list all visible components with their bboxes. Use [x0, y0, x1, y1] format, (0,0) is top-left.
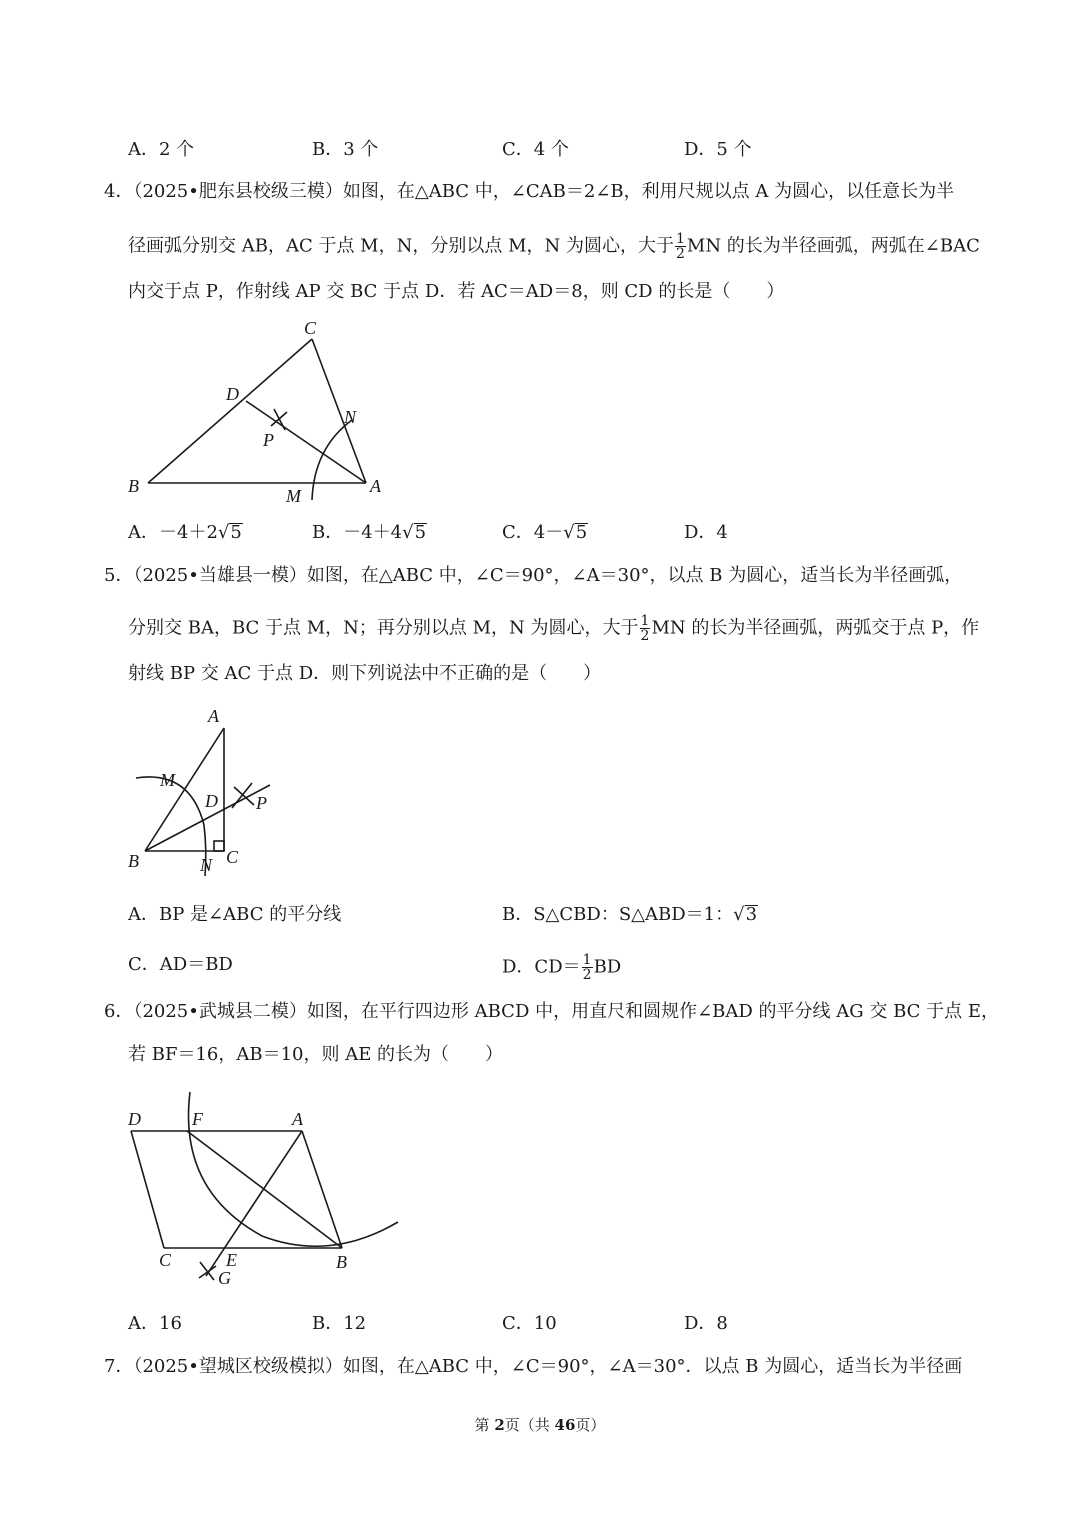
q5-option-d-text: D．CD＝ — [502, 956, 581, 978]
q4-option-b-radicand: 5 — [414, 522, 427, 543]
q6-text-1: 如图，在平行四边形 ABCD 中，用直尺和圆规作∠BAD 的平分线 AG 交 BC 于点 E， — [306, 1001, 1000, 1022]
q4-label-d: D — [226, 384, 239, 404]
q6-option-d: D．8 — [684, 1313, 728, 1334]
q5-text-2b: MN 的长为半径画弧，两弧交于点 P，作 — [651, 617, 980, 639]
q5-option-c: C．AD＝BD — [128, 954, 233, 975]
q6-mark-g1 — [200, 1262, 214, 1280]
q4-option-b: B．－4＋4√5 — [312, 522, 427, 543]
q5-label-a: A — [208, 706, 219, 726]
q5-line-3: 射线 BP 交 AC 于点 D．则下列说法中不正确的是（ ） — [128, 663, 602, 684]
q5-option-a: A．BP 是∠ABC 的平分线 — [128, 904, 342, 925]
q5-label-m: M — [160, 770, 175, 790]
page-total: 46 — [554, 1416, 576, 1434]
q5-text-2a: 分别交 BA，BC 于点 M，N；再分别以点 M，N 为圆心，大于 — [128, 617, 639, 639]
q5-option-b-radicand: 3 — [745, 904, 758, 925]
q5-label-p: P — [256, 793, 267, 813]
q5-label-c: C — [226, 847, 239, 867]
q6-label-c: C — [159, 1250, 172, 1270]
page-number: 2 — [494, 1416, 505, 1434]
q4-option-d: D．4 — [684, 522, 728, 543]
q5-frac-den: 2 — [640, 628, 650, 644]
q4-number: 4． — [104, 181, 134, 202]
q4-label-b: B — [128, 476, 139, 496]
q7-source: （2025•望城区校级模拟） — [133, 1356, 343, 1377]
q6-label-a: A — [292, 1109, 303, 1129]
q6-line-2: 若 BF＝16，AB＝10，则 AE 的长为（ ） — [128, 1044, 504, 1065]
q4-option-b-text: B．－4＋4 — [312, 522, 403, 543]
q4-option-a-text: A．－4＋2 — [128, 522, 218, 543]
q3-option-a: A．2 个 — [128, 139, 195, 160]
q6-label-f: F — [192, 1109, 203, 1129]
q6-label-e: E — [226, 1250, 237, 1270]
q7-text-1: 如图，在△ABC 中，∠C＝90°，∠A＝30°．以点 B 为圆心，适当长为半径画 — [342, 1356, 963, 1377]
q5-frac-num: 1 — [640, 613, 650, 629]
q5-option-d-num: 1 — [582, 952, 592, 968]
q7-number: 7． — [104, 1356, 134, 1377]
q4-frac-den: 2 — [675, 246, 685, 262]
q4-option-c-text: C．4－ — [502, 522, 564, 543]
q6-label-d: D — [128, 1109, 141, 1129]
q4-option-a-radicand: 5 — [230, 522, 242, 543]
q4-text-1: 如图，在△ABC 中，∠CAB＝2∠B，利用尺规以点 A 为圆心，以任意长为半 — [342, 181, 955, 202]
q5-option-b-text: B．S△CBD：S△ABD＝1： — [502, 904, 734, 925]
q6-mark-g2 — [199, 1266, 216, 1278]
q6-source: （2025•武城县二模） — [133, 1001, 307, 1022]
q3-option-b: B．3 个 — [312, 139, 379, 160]
q4-label-n: N — [344, 407, 357, 427]
q4-label-p: P — [263, 430, 274, 450]
q3-option-c: C．4 个 — [502, 139, 569, 160]
q6-option-c: C．10 — [502, 1313, 557, 1334]
q4-line-3: 内交于点 P，作射线 AP 交 BC 于点 D．若 AC＝AD＝8，则 CD 的长是（ ） — [128, 281, 785, 302]
page-footer — [0, 1414, 1080, 1435]
q4-label-c: C — [304, 318, 317, 338]
q5-label-b: B — [128, 851, 139, 871]
q5-text-1: 如图，在△ABC 中，∠C＝90°，∠A＝30°，以点 B 为圆心，适当长为半径画弧， — [306, 565, 963, 586]
q5-option-d-post: BD — [593, 956, 622, 978]
q6-segment-bf — [187, 1131, 342, 1248]
q6-option-a: A．16 — [128, 1313, 182, 1334]
q6-side-ab — [302, 1131, 342, 1248]
q6-number: 6． — [104, 1001, 134, 1022]
q4-text-2a: 径画弧分别交 AB，AC 于点 M，N，分别以点 M，N 为圆心，大于 — [128, 235, 674, 257]
q4-source: （2025•肥东县校级三模） — [133, 181, 343, 202]
q6-label-g: G — [218, 1268, 231, 1288]
q3-option-d: D．5 个 — [684, 139, 752, 160]
q6-side-cd — [131, 1131, 164, 1248]
footer-post: 页） — [575, 1416, 606, 1434]
q5-option-d-den: 2 — [582, 967, 592, 983]
q7-line-1 — [104, 1355, 962, 1379]
q5-option-b: B．S△CBD：S△ABD＝1：√3 — [502, 904, 758, 925]
q5-source: （2025•当雄县一模） — [133, 565, 307, 586]
footer-mid: 页（共 — [504, 1416, 555, 1434]
q4-option-c-radicand: 5 — [575, 522, 588, 543]
q4-frac-num: 1 — [675, 231, 685, 247]
footer-pre: 第 — [474, 1416, 495, 1434]
q4-text-2b: MN 的长为半径画弧，两弧在∠BAC — [686, 235, 980, 257]
q4-option-a: A．－4＋2√5 — [128, 522, 242, 543]
q5-number: 5． — [104, 565, 134, 586]
q4-option-c: C．4－√5 — [502, 522, 588, 543]
q5-label-n: N — [200, 855, 213, 875]
q4-label-m: M — [286, 486, 301, 506]
q6-option-b: B．12 — [312, 1313, 367, 1334]
q6-label-b: B — [336, 1252, 347, 1272]
q4-label-a: A — [370, 476, 381, 496]
q5-label-d: D — [205, 791, 218, 811]
